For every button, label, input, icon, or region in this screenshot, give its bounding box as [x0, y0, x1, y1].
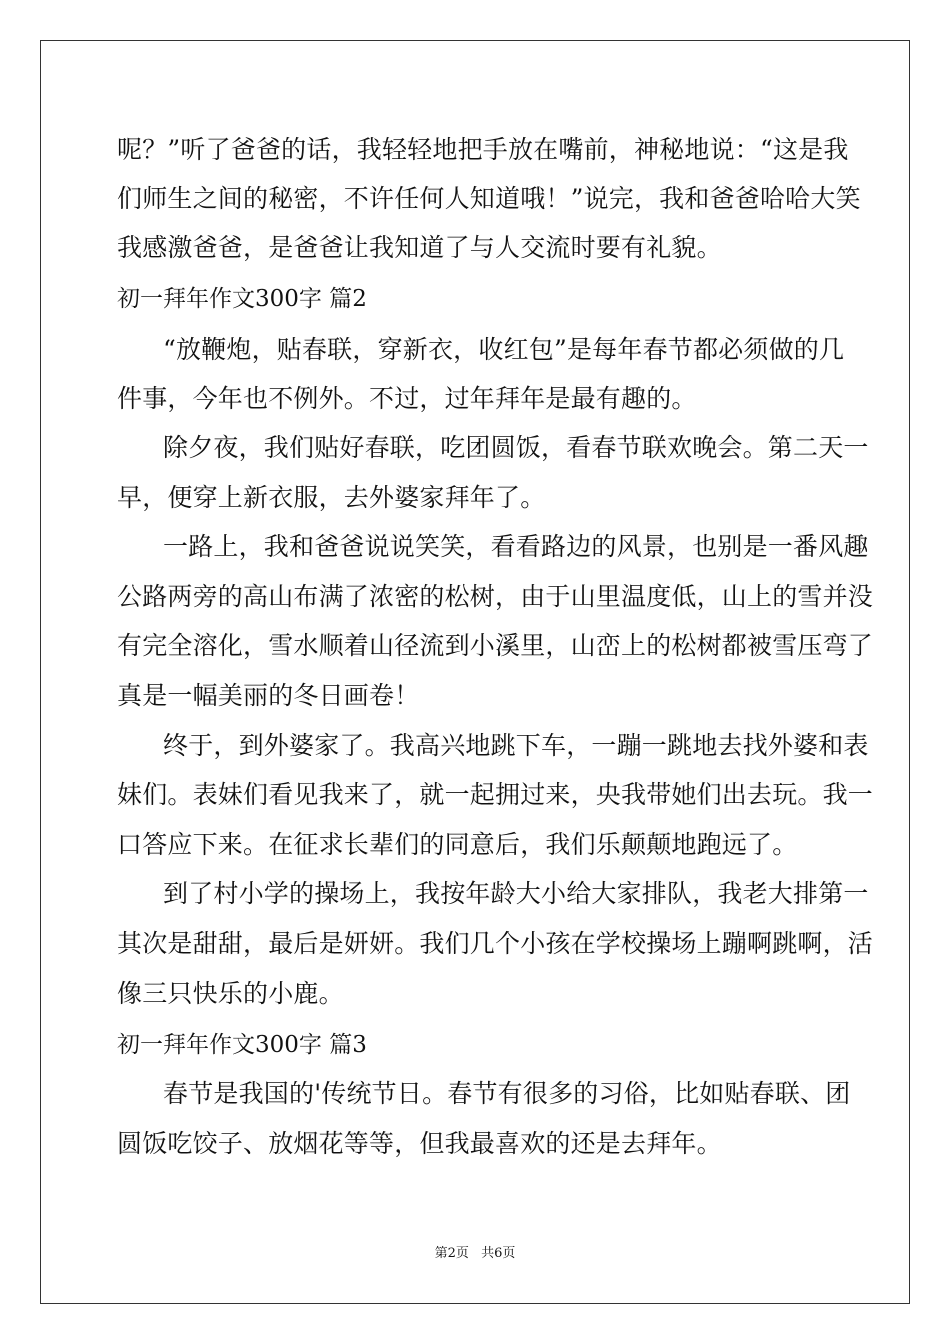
- body-line: 有完全溶化，雪水顺着山径流到小溪里，山峦上的松树都被雪压弯了: [117, 631, 874, 660]
- page-total: 共6页: [481, 1246, 516, 1261]
- page-border: [40, 40, 910, 1304]
- body-line: 其次是甜甜，最后是妍妍。我们几个小孩在学校操场上蹦啊跳啊，活: [117, 929, 874, 958]
- page-footer: [0, 1245, 950, 1263]
- section-heading: 初一拜年作文300字 篇3: [117, 1032, 367, 1058]
- body-line: 春节是我国的'传统节日。春节有很多的习俗，比如贴春联、团: [163, 1079, 851, 1108]
- body-line: 一路上，我和爸爸说说笑笑，看看路边的风景，也别是一番风趣: [163, 532, 869, 561]
- body-line: 呢？”听了爸爸的话，我轻轻地把手放在嘴前，神秘地说：“这是我: [117, 135, 849, 164]
- body-line: 到了村小学的操场上，我按年龄大小给大家排队，我老大排第一: [163, 879, 869, 908]
- body-line: 公路两旁的高山布满了浓密的松树，由于山里温度低，山上的雪并没: [117, 582, 874, 611]
- body-line: 们师生之间的秘密，不许任何人知道哦！”说完，我和爸爸哈哈大笑: [117, 184, 861, 213]
- body-line: 除夕夜，我们贴好春联，吃团圆饭，看春节联欢晚会。第二天一: [163, 433, 869, 462]
- section-heading: 初一拜年作文300字 篇2: [117, 286, 367, 312]
- body-line: 早，便穿上新衣服，去外婆家拜年了。: [117, 483, 546, 512]
- body-line: 真是一幅美丽的冬日画卷！: [117, 681, 420, 710]
- body-line: 妹们。表妹们看见我来了，就一起拥过来，央我带她们出去玩。我一: [117, 780, 874, 809]
- body-line: 件事，今年也不例外。不过，过年拜年是最有趣的。: [117, 384, 697, 413]
- body-line: 像三只快乐的小鹿。: [117, 979, 344, 1008]
- body-line: 口答应下来。在征求长辈们的同意后，我们乐颠颠地跑远了。: [117, 830, 798, 859]
- body-line: 终于，到外婆家了。我高兴地跳下车，一蹦一跳地去找外婆和表: [163, 731, 869, 760]
- body-line: 圆饭吃饺子、放烟花等等，但我最喜欢的还是去拜年。: [117, 1129, 722, 1158]
- body-line: 我感激爸爸，是爸爸让我知道了与人交流时要有礼貌。: [117, 233, 722, 262]
- page-number: 第2页: [434, 1246, 469, 1261]
- body-line: “放鞭炮，贴春联，穿新衣，收红包”是每年春节都必须做的几: [163, 335, 845, 364]
